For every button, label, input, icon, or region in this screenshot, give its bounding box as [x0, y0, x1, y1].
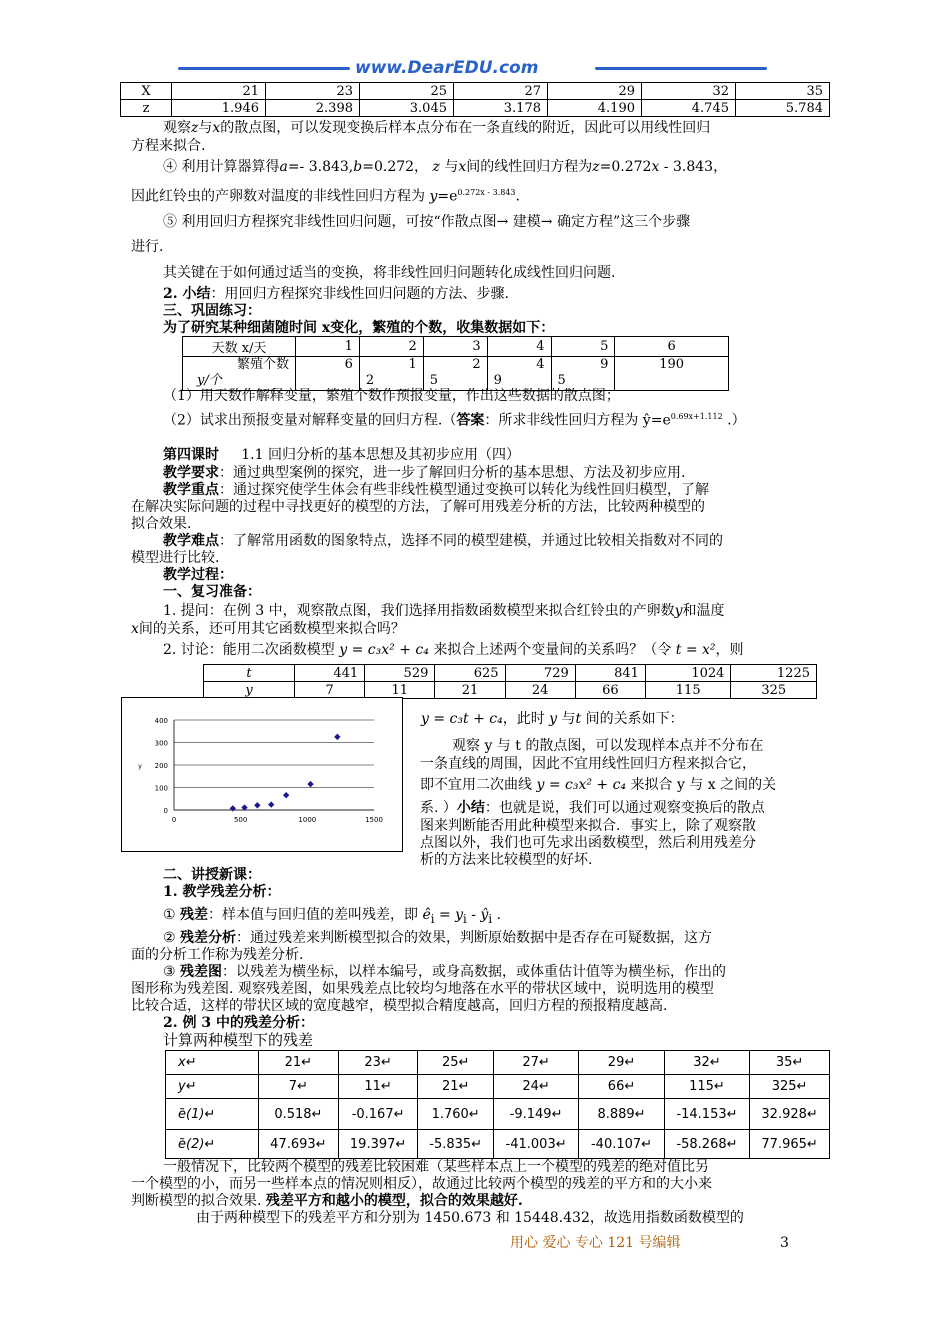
table-cell: 7↵: [259, 1075, 339, 1099]
table-cell: 6: [615, 337, 729, 357]
table-cell: 841: [575, 665, 645, 682]
y-tick-label: 0: [163, 807, 168, 815]
y-tick-label: 400: [154, 717, 168, 725]
table-cell: 3.045: [360, 100, 454, 117]
final-para-l4: 由于两种模型下的残差平方和分别为 1450.673 和 15448.432，故选用指数函数模型的: [196, 1210, 744, 1226]
table-t-y: [203, 664, 817, 699]
table-cell: ẽ(1)↵: [166, 1099, 259, 1130]
residual-analysis-heading: 1. 教学残差分析：: [163, 884, 281, 900]
table-cell: 1.946: [172, 100, 266, 117]
teaching-key-point: 教学重点：通过探究使学生体会有些非线性模型通过变换可以转化为线性回归模型，了解: [163, 482, 709, 498]
def-residual-analysis-l2: 面的分析工作称为残差分析.: [131, 947, 304, 963]
x-tick-label: 500: [233, 816, 248, 824]
x-tick-label: 1500: [365, 816, 383, 824]
table-cell: 7: [295, 682, 365, 699]
table-cell: 35↵: [750, 1051, 830, 1075]
review-heading: 一、复习准备：: [163, 584, 261, 600]
table-cell: z: [121, 100, 172, 117]
teaching-key-point-l3: 拟合效果.: [131, 516, 192, 532]
observe-l4: 系. ）小结：也就是说，我们可以通过观察变换后的散点: [420, 800, 765, 816]
table-cell: t: [204, 665, 295, 682]
table-cell: 325: [731, 682, 817, 699]
table-cell: 21: [172, 83, 266, 100]
table-cell: 4.190: [548, 100, 642, 117]
new-lesson-heading: 二、讲授新课：: [163, 867, 261, 883]
table-cell: 23: [266, 83, 360, 100]
table-cell: 2.398: [266, 100, 360, 117]
table-cell: 19.397↵: [338, 1130, 418, 1159]
table-cell: 66: [575, 682, 645, 699]
step-4-line: ④ 利用计算器算得a=- 3.843,b=0.272， z 与x间的线性回归方程为z=0.272x - 3.843，: [163, 159, 728, 175]
example-3-heading: 2. 例 3 中的残差分析：: [163, 1015, 314, 1031]
table-row: [183, 337, 729, 357]
table-cell: 529: [365, 665, 435, 682]
table-cell: 35: [736, 83, 830, 100]
banner-site-logo[interactable]: www.DearEDU.com: [355, 58, 539, 78]
data-point: [230, 805, 236, 811]
nonlinear-equation-line: 因此红铃虫的产卵数对温度的非线性回归方程为 $y=e^{0.272x - 3.843}$.: [131, 188, 520, 205]
data-point: [254, 802, 260, 808]
observe-l5: 图来判断能否用此种模型来拟合．事实上，除了观察散: [420, 818, 756, 834]
table-cell: 9 5: [551, 357, 615, 391]
banner-line-left: [178, 67, 350, 70]
data-point: [307, 781, 313, 787]
observe-l3: 即不宜用二次曲线 y = c₃x² + c₄ 来拟合 y 与 x 之间的关: [420, 777, 777, 793]
table-cell: 29: [548, 83, 642, 100]
table-cell: 24↵: [493, 1075, 578, 1099]
scatter-chart-frame: [121, 697, 403, 852]
table-cell: 5.784: [736, 100, 830, 117]
table-row: [121, 100, 830, 117]
table-cell: 2: [359, 337, 423, 357]
table-cell: 32: [642, 83, 736, 100]
table-cell: 4: [487, 337, 551, 357]
table-residuals: [165, 1050, 830, 1159]
table-cell: -9.149↵: [493, 1099, 578, 1130]
lesson-title: 第四课时 1.1 回归分析的基本思想及其初步应用（四）: [163, 447, 520, 463]
teaching-requirement: 教学要求：通过典型案例的探究，进一步了解回归分析的基本思想、方法及初步应用.: [163, 465, 686, 481]
table-cell: -0.167↵: [338, 1099, 418, 1130]
table-row: [204, 665, 817, 682]
table-cell: 4.745: [642, 100, 736, 117]
exercise-part-1: （1）用天数作解释变量，繁殖个数作预报变量，作出这些数据的散点图；: [163, 388, 620, 404]
table-x-z: [120, 82, 830, 117]
table-cell: 625: [435, 665, 505, 682]
observe-l1: 观察 y 与 t 的散点图，可以发现样本点并不分布在: [452, 738, 764, 754]
section-3-heading: 三、巩固练习：: [163, 303, 261, 319]
table-header-count-line2: y/个: [197, 373, 222, 388]
observe-l6: 点图以外，我们也可先求出函数模型，然后利用残差分: [420, 835, 756, 851]
teaching-key-point-l2: 在解决实际问题的过程中寻找更好的模型的方法，了解可用残差分析的方法，比较两种模型的: [131, 499, 705, 515]
step-5-line-cont: 进行.: [131, 239, 164, 255]
table-cell: 3: [423, 337, 487, 357]
table-cell: 27: [454, 83, 548, 100]
table-cell: -40.107↵: [579, 1130, 664, 1159]
table-cell: 729: [505, 665, 575, 682]
table-header-days: 天数 x/天: [183, 337, 296, 357]
y-tick-label: 200: [154, 762, 168, 770]
def-residual-analysis: ② 残差分析：通过残差来判断模型拟合的效果，判断原始数据中是否存在可疑数据，这方: [163, 930, 713, 946]
teaching-difficulty-l2: 模型进行比较.: [131, 550, 220, 566]
table-cell: 325↵: [750, 1075, 830, 1099]
review-question-1-cont: x间的关系，还可用其它函数模型来拟合吗？: [131, 621, 405, 637]
table-row: [204, 682, 817, 699]
teaching-process: 教学过程：: [163, 567, 233, 583]
table-row: [166, 1051, 830, 1075]
table-header-count: [183, 357, 296, 391]
table-cell: 21↵: [259, 1051, 339, 1075]
final-para-l1: 一般情况下，比较两个模型的残差比较困难（某些样本点上一个模型的残差的绝对值比另: [163, 1159, 709, 1175]
paragraph-observe-z: 观察z与x的散点图，可以发现变换后样本点分布在一条直线的附近，因此可以用线性回归: [163, 120, 711, 136]
teaching-difficulty: 教学难点：了解常用函数的图象特点，选择不同的模型建模，并通过比较相关指数对不同的: [163, 533, 723, 549]
t-relation-line: y = c₃t + c₄，此时 y 与t 间的关系如下：: [421, 711, 684, 727]
table-cell: 25: [360, 83, 454, 100]
table-row: [166, 1130, 830, 1159]
table-cell: -41.003↵: [493, 1130, 578, 1159]
table-cell: 66↵: [579, 1075, 664, 1099]
table-cell: 4 9: [487, 357, 551, 391]
table-cell: 32↵: [664, 1051, 749, 1075]
y-tick-label: 300: [154, 739, 168, 748]
table-cell: 1225: [731, 665, 817, 682]
table-cell: X: [121, 83, 172, 100]
table-cell: x↵: [166, 1051, 259, 1075]
step-5-line: ⑤ 利用回归方程探究非线性回归问题，可按“作散点图→ 建模→ 确定方程”这三个步骤: [163, 214, 691, 230]
table-cell: 23↵: [338, 1051, 418, 1075]
review-question-1: 1. 提问：在例 3 中，观察散点图，我们选择用指数函数模型来拟合红铃虫的产卵数y和温度: [163, 603, 725, 619]
table-cell: 6: [296, 357, 360, 391]
table-cell: 115↵: [664, 1075, 749, 1099]
def-residual: ① 残差：样本值与回归值的差叫残差，即 $ê_i = y_i$ - $ŷ_i$ .: [163, 907, 501, 926]
table-cell: 29↵: [579, 1051, 664, 1075]
table-cell: 27↵: [493, 1051, 578, 1075]
scatter-chart: [122, 698, 402, 851]
final-para-l2: 一个模型的小，而另一些样本点的情况则相反），故通过比较两个模型的残差的平方和的大小来: [131, 1176, 712, 1192]
table-cell: y↵: [166, 1075, 259, 1099]
x-tick-label: 0: [171, 816, 177, 824]
table-cell: -58.268↵: [664, 1130, 749, 1159]
table-row: [183, 357, 729, 391]
table-cell: 77.965↵: [750, 1130, 830, 1159]
exercise-part-2: （2）试求出预报变量对解释变量的回归方程.（答案：所求非线性回归方程为 $ŷ=e^{0.69x+1.112}$ .）: [163, 412, 746, 429]
table-cell: -5.835↵: [418, 1130, 493, 1159]
table-cell: 190: [615, 357, 729, 391]
table-cell: 441: [295, 665, 365, 682]
table-cell: -14.153↵: [664, 1099, 749, 1130]
table-cell: 11↵: [338, 1075, 418, 1099]
table-row: [166, 1099, 830, 1130]
table-row: [166, 1075, 830, 1099]
table-cell: ẽ(2)↵: [166, 1130, 259, 1159]
table-cell: 0.518↵: [259, 1099, 339, 1130]
banner-line-right: [595, 67, 767, 70]
table-cell: 3.178: [454, 100, 548, 117]
exercise-question: 为了研究某种细菌随时间 x变化，繁殖的个数，收集数据如下：: [163, 320, 555, 336]
table-cell: 47.693↵: [259, 1130, 339, 1159]
table-bacteria: [182, 336, 729, 391]
table-cell: 2 5: [423, 357, 487, 391]
example-3-sub: 计算两种模型下的残差: [163, 1031, 314, 1049]
footer-text: 用心 爱心 专心 121 号编辑: [510, 1235, 681, 1251]
table-row: [121, 83, 830, 100]
observe-l2: 一条直线的周围，因此不宜用线性回归方程来拟合它，: [420, 756, 756, 772]
table-cell: 25↵: [418, 1051, 493, 1075]
final-para-l3: 判断模型的拟合效果. 残差平方和越小的模型，拟合的效果越好.: [131, 1193, 523, 1209]
data-point: [283, 792, 289, 798]
key-point-line: 其关键在于如何通过适当的变换，将非线性回归问题转化成线性回归问题.: [163, 265, 616, 281]
page-number: 3: [780, 1235, 789, 1251]
table-cell: 1: [296, 337, 360, 357]
observe-l7: 析的方法来比较模型的好坏.: [420, 852, 593, 868]
table-cell: 1024: [645, 665, 731, 682]
table-cell: 32.928↵: [750, 1099, 830, 1130]
table-cell: 115: [645, 682, 731, 699]
table-cell: 1 2: [359, 357, 423, 391]
table-cell: 21↵: [418, 1075, 493, 1099]
y-tick-label: 100: [154, 784, 168, 793]
table-cell: 21: [435, 682, 505, 699]
table-cell: 5: [551, 337, 615, 357]
paragraph-observe-z-cont: 方程来拟合.: [131, 138, 206, 154]
table-header-count-line1: 繁殖个数: [236, 357, 289, 372]
table-cell: 11: [365, 682, 435, 699]
def-residual-plot-l2: 图形称为残差图. 观察残差图，如果残差点比较均匀地落在水平的带状区域中，说明选用的模型: [131, 981, 714, 997]
data-point: [334, 734, 340, 740]
def-residual-plot-l3: 比较合适，这样的带状区域的宽度越窄，模型拟合精度越高，回归方程的预报精度越高.: [131, 998, 668, 1014]
table-cell: 8.889↵: [579, 1099, 664, 1130]
y-axis-label: y: [138, 763, 142, 770]
table-cell: 1.760↵: [418, 1099, 493, 1130]
review-question-2: 2. 讨论：能用二次函数模型 y = c₃x² + c₄ 来拟合上述两个变量间的关系吗？（令 t = x²，则: [163, 642, 744, 658]
table-cell: 24: [505, 682, 575, 699]
x-tick-label: 1000: [298, 816, 317, 824]
summary-2: 2. 小结：用回归方程探究非线性回归问题的方法、步骤.: [163, 286, 509, 302]
table-cell: y: [204, 682, 295, 699]
data-point: [268, 801, 274, 807]
def-residual-plot: ③ 残差图：以残差为横坐标，以样本编号，或身高数据，或体重估计值等为横坐标，作出的: [163, 964, 727, 980]
